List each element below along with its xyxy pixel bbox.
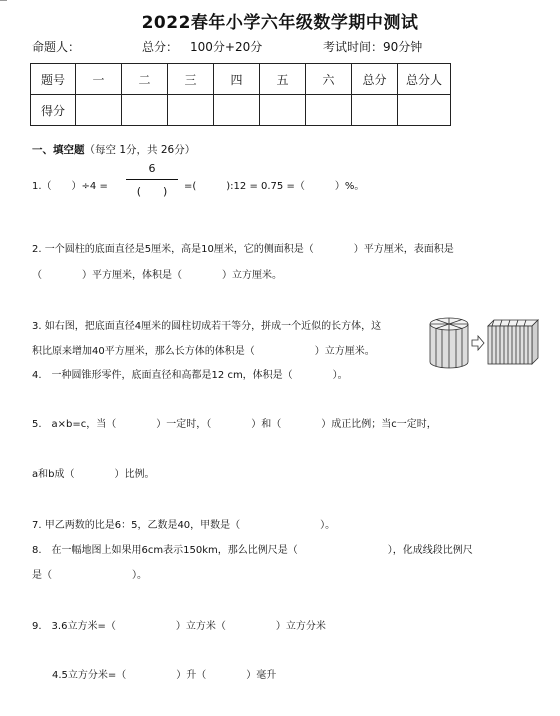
table-header-cell: 三 — [168, 64, 214, 95]
question-3-line-1: 3. 如右图，把底面直径4厘米的圆柱切成若干等分，拼成一个近似的长方体，这 — [32, 321, 382, 332]
total-value: 100分+20分 — [190, 40, 263, 54]
table-header-cell: 总分人 — [398, 64, 451, 95]
table-header-cell: 一 — [76, 64, 122, 95]
question-2-line-2: （ ）平方厘米，体积是（ ）立方厘米。 — [32, 270, 282, 281]
fraction-numerator: 6 — [148, 162, 156, 175]
score-cell[interactable] — [168, 95, 214, 126]
score-row-label: 得分 — [31, 95, 76, 126]
question-1-suffix: =( ):12 = 0.75 =（ ）%。 — [184, 181, 365, 192]
corner-mark — [0, 0, 7, 1]
section-title: 一、填空题 — [32, 144, 85, 156]
table-header-cell: 五 — [260, 64, 306, 95]
table-header-cell: 四 — [214, 64, 260, 95]
cylinder-to-cuboid-figure — [428, 314, 540, 370]
score-table-header-row — [31, 64, 451, 95]
score-cell[interactable] — [398, 95, 451, 126]
table-header-cell: 二 — [122, 64, 168, 95]
question-5-line-2: a和b成（ ）比例。 — [32, 469, 155, 480]
question-1-prefix: 1.（ ）÷4 = — [32, 181, 108, 192]
fraction-bar — [126, 179, 178, 180]
score-cell[interactable] — [306, 95, 352, 126]
author-label: 命题人： — [32, 40, 81, 54]
score-cell[interactable] — [214, 95, 260, 126]
score-cell[interactable] — [122, 95, 168, 126]
arrow-icon — [472, 336, 484, 350]
table-header-cell: 总分 — [352, 64, 398, 95]
question-9-line-2: 4.5立方分米=（ ）升（ ）毫升 — [52, 670, 277, 681]
exam-time: 考试时间：90分钟 — [323, 40, 423, 54]
score-cell[interactable] — [76, 95, 122, 126]
question-8-line-1: 8. 在一幅地图上如果用6cm表示150km，那么比例尺是（ ），化成线段比例尺 — [32, 545, 473, 556]
question-4: 4. 一种圆锥形零件，底面直径和高都是12 cm，体积是（ ）。 — [32, 370, 348, 381]
fraction-denominator: ( ) — [136, 185, 168, 198]
table-header-cell: 六 — [306, 64, 352, 95]
table-header-cell: 题号 — [31, 64, 76, 95]
question-8-line-2: 是（ ）。 — [32, 570, 147, 581]
section-heading — [32, 142, 195, 157]
question-9-line-1: 9. 3.6立方米=（ ）立方米（ ）立方分米 — [32, 621, 326, 632]
question-7: 7. 甲乙两数的比是6：5，乙数是40，甲数是（ ）。 — [32, 520, 336, 531]
section-note: （每空 1分，共 26分） — [84, 144, 196, 156]
question-2-line-1: 2. 一个圆柱的底面直径是5厘米，高是10厘米，它的侧面积是（ ）平方厘米，表面积是 — [32, 244, 454, 255]
score-table-score-row — [31, 95, 451, 126]
question-5-line-1: 5. a×b=c，当（ ）一定时，（ ）和（ ）成正比例；当c一定时， — [32, 419, 437, 430]
score-cell[interactable] — [352, 95, 398, 126]
question-3-line-2: 积比原来增加40平方厘米，那么长方体的体积是（ ）立方厘米。 — [32, 346, 375, 357]
total-label: 总分： — [142, 40, 179, 54]
score-cell[interactable] — [260, 95, 306, 126]
cylinder-figure — [430, 318, 468, 368]
fraction — [126, 162, 178, 202]
cuboid-figure — [488, 320, 538, 364]
page-title: 2022春年小学六年级数学期中测试 — [141, 13, 419, 33]
score-table — [30, 63, 451, 126]
